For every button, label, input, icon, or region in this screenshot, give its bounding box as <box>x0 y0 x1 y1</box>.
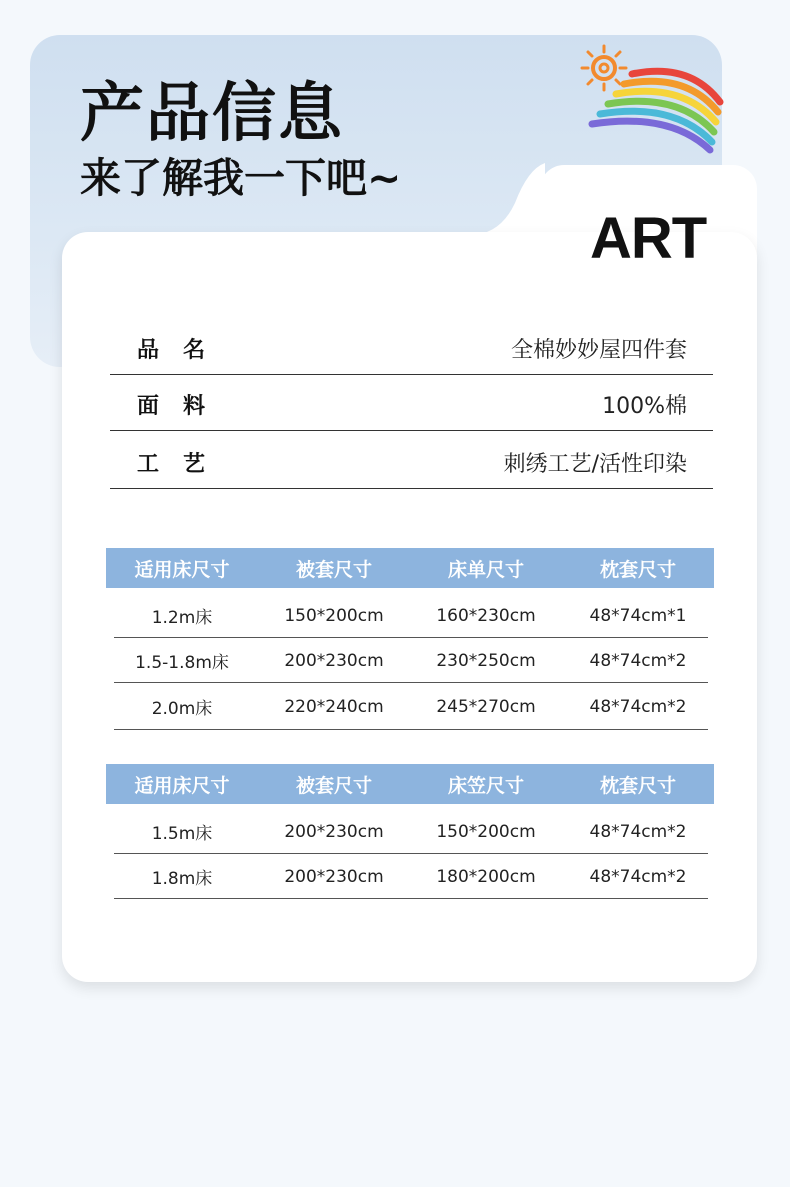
table-cell: 220*240cm <box>284 696 384 717</box>
table-cell: 48*74cm*1 <box>589 605 687 626</box>
table-row <box>106 593 714 638</box>
table-cell: 200*230cm <box>284 650 384 671</box>
table-row <box>106 809 714 854</box>
info-label: 品名 <box>137 338 230 363</box>
column-header: 适用床尺寸 <box>134 558 230 581</box>
table-cell: 180*200cm <box>436 866 536 887</box>
table-cell: 2.0m床 <box>151 699 213 719</box>
table-cell: 150*200cm <box>284 605 384 626</box>
table-cell: 230*250cm <box>436 650 536 671</box>
table-cell: 1.5m床 <box>151 824 213 844</box>
info-label: 面料 <box>137 394 230 419</box>
table-cell: 48*74cm*2 <box>589 821 687 842</box>
info-value: 刺绣工艺/活性印染 <box>503 452 687 477</box>
table-cell: 245*270cm <box>436 696 536 717</box>
art-tag: ART <box>590 206 707 271</box>
size-table-1 <box>106 548 714 730</box>
table-cell: 48*74cm*2 <box>589 696 687 717</box>
table-cell: 1.2m床 <box>151 608 213 628</box>
info-label: 工艺 <box>137 452 230 477</box>
info-row-fabric <box>110 374 713 431</box>
column-header: 被套尺寸 <box>295 774 372 797</box>
table-row <box>106 683 714 730</box>
column-header: 适用床尺寸 <box>134 774 230 797</box>
table-cell: 160*230cm <box>436 605 536 626</box>
table-cell: 200*230cm <box>284 866 384 887</box>
info-value: 100%棉 <box>602 394 687 419</box>
column-header: 枕套尺寸 <box>599 774 676 797</box>
column-header: 床单尺寸 <box>447 558 524 581</box>
info-value: 全棉妙妙屋四件套 <box>510 338 687 363</box>
column-header: 枕套尺寸 <box>599 558 676 581</box>
column-header: 被套尺寸 <box>295 558 372 581</box>
table-cell: 1.5-1.8m床 <box>135 653 229 673</box>
page-subtitle: 来了解我一下吧~ <box>80 154 402 202</box>
rainbow-icon <box>570 40 730 160</box>
size-table-2 <box>106 764 714 899</box>
sun-icon <box>582 46 626 90</box>
tab-curve <box>470 163 545 235</box>
column-header: 床笠尺寸 <box>447 774 524 797</box>
table-cell: 150*200cm <box>436 821 536 842</box>
table-cell: 1.8m床 <box>151 869 213 889</box>
table-row <box>106 638 714 683</box>
table-header <box>106 764 714 804</box>
page-title: 产品信息 <box>80 77 344 151</box>
table-header <box>106 548 714 588</box>
table-cell: 48*74cm*2 <box>589 650 687 671</box>
table-row <box>106 854 714 899</box>
table-cell: 200*230cm <box>284 821 384 842</box>
table-cell: 48*74cm*2 <box>589 866 687 887</box>
info-row-name <box>110 318 713 375</box>
info-row-craft <box>110 432 713 489</box>
